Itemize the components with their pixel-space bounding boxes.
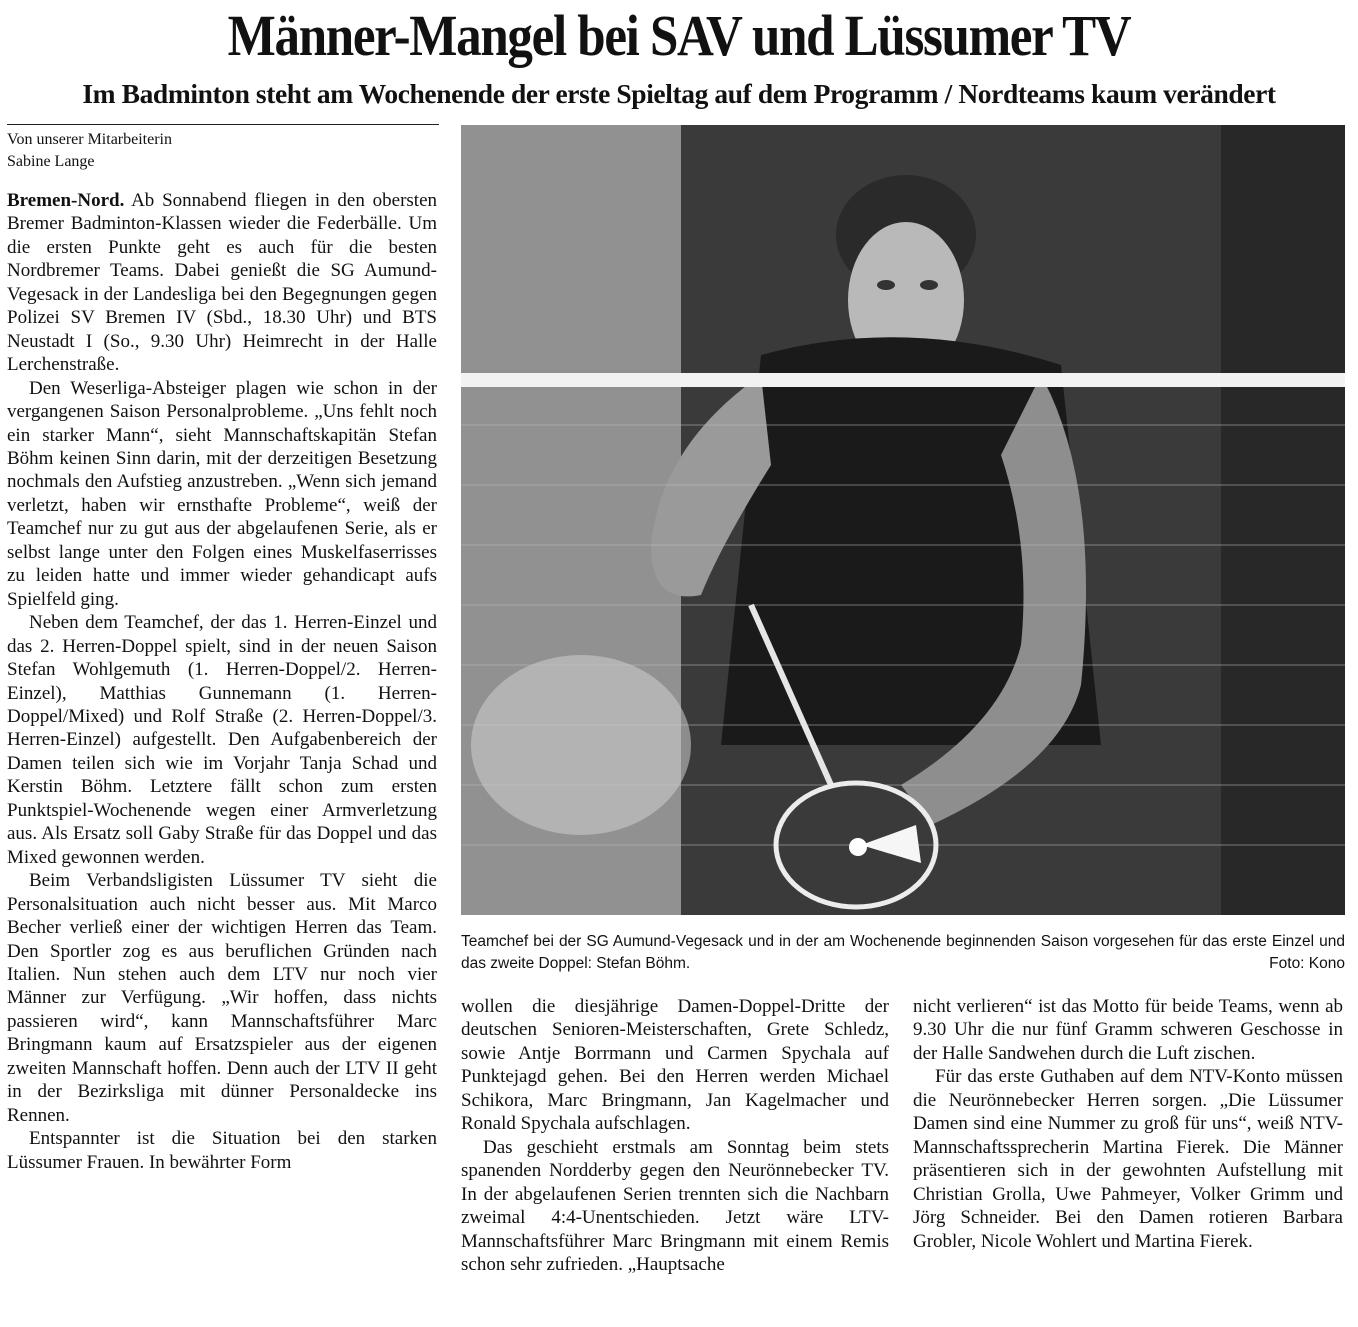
article-paragraph: Das geschieht erstmals am Sonntag beim stets spanenden Nordderby gegen den Neurönnebecker TV. In der abgelaufenen Serien trennten sich die Nachbarn zweimal 4:4-Unentschieden. Jetzt wäre LTV-Mannschaftsführer Marc Bringmann mit einem Remis schon sehr zufrieden. „Hauptsache	[461, 1136, 889, 1275]
subheadline: Im Badminton steht am Wochenende der erste Spieltag auf dem Programm / Nordteams kaum verändert	[82, 78, 1276, 109]
player-illustration	[461, 125, 1345, 915]
photo-caption	[461, 931, 1345, 975]
paragraph-text: Ab Sonnabend fliegen in den obersten Bremer Badminton-Klassen wieder die Federbälle. Um die ersten Punkte geht es auch für die besten Nordbremer Teams. Dabei genießt die SG Aumund-Vegesack in der Landesliga bei den Begegnungen gegen Polizei SV Bremen IV (Sbd., 18.30 Uhr) und BTS Neustadt I (So., 9.30 Uhr) Heimrecht in der Halle Lerchenstraße.	[7, 190, 437, 376]
article-column-2	[461, 995, 889, 1276]
photo-credit: Foto: Kono	[1269, 955, 1345, 972]
badminton-photo	[461, 125, 1345, 915]
article-paragraph	[7, 189, 437, 377]
headline: Männer-Mangel bei SAV und Lüssumer TV	[227, 3, 1131, 68]
article-paragraph: nicht verlieren“ ist das Motto für beide Teams, wenn ab 9.30 Uhr die nur fünf Gramm schweren Geschosse in der Halle Sandwehen durch die Luft zischen.	[913, 996, 1343, 1064]
article-column-1	[7, 189, 437, 1174]
caption-text: Teamchef bei der SG Aumund-Vegesack und in der am Wochenende beginnenden Saison vorgesehen für das erste Einzel und das zweite Doppel: Stefan Böhm.	[461, 933, 1345, 972]
article-column-3	[913, 995, 1343, 1253]
byline	[7, 124, 439, 173]
article-paragraph: wollen die diesjährige Damen-Doppel-Dritte der deutschen Senioren-Meisterschaften, Grete Schledz, sowie Antje Borrmann und Carmen Spychala auf Punktejagd gehen. Bei den Herren werden Michael Schikora, Marc Bringmann, Jan Kagelmacher und Ronald Spychala aufschlagen.	[461, 996, 889, 1135]
article-paragraph: Für das erste Guthaben auf dem NTV-Konto müssen die Neurönnebecker Herren sorgen. „Die Lüssumer Damen sind eine Nummer zu groß für uns“, weiß NTV-Mannschaftssprecherin Martina Fierek. Die Männer präsentieren sich in der gewohnten Aufstellung mit Christian Grolla, Uwe Pahmeyer, Volker Grimm und Jörg Schneider. Bei den Damen rotieren Barbara Grobler, Nicole Wohlert und Martina Fierek.	[913, 1066, 1343, 1252]
article-paragraph: Neben dem Teamchef, der das 1. Herren-Einzel und das 2. Herren-Doppel spielt, sind in der neuen Saison Stefan Wohlgemuth (1. Herren-Doppel/2. Herren-Einzel), Matthias Gunnemann (1. Herren-Doppel/Mixed) und Rolf Straße (2. Herren-Doppel/3. Herren-Einzel) aufgestellt. Den Aufgabenbereich der Damen teilen sich wie im Vorjahr Tanja Schad und Kerstin Böhm. Letztere fällt schon zum ersten Punktspiel-Wochenende wegen einer Armverletzung aus. Als Ersatz soll Gaby Straße für das Doppel und das Mixed gewonnen werden.	[7, 612, 437, 868]
byline-line1: Von unserer Mitarbeiterin	[7, 131, 172, 148]
article-paragraph: Den Weserliga-Absteiger plagen wie schon in der vergangenen Saison Personalprobleme. „Uns fehlt noch ein starker Mann“, sieht Mannschaftskapitän Stefan Böhm keinen Sinn darin, mit der derzeitigen Besetzung nochmals den Aufstieg anzustreben. „Wenn sich jemand verletzt, haben wir ernsthafte Probleme“, weiß der Teamchef nur zu gut aus der abgelaufenen Serie, als er selbst lange unter den Folgen eines Muskelfaserrisses zu leiden hatte und immer wieder gehandicapt aufs Spielfeld ging.	[7, 377, 437, 610]
article-paragraph: Entspannter ist die Situation bei den starken Lüssumer Frauen. In bewährter Form	[7, 1128, 437, 1173]
article-paragraph: Beim Verbandsligisten Lüssumer TV sieht die Personalsituation auch nicht besser aus. Mit Marco Becher verließ einer der wichtigen Herren das Team. Den Sportler zog es aus beruflichen Gründen nach Italien. Nun stehen auch dem LTV nur noch vier Männer zur Verfügung. „Wir hoffen, dass nichts passieren wird“, kann Mannschaftsführer Marc Bringmann kaum auf Ersatzspieler aus der eigenen zweiten Mannschaft hoffen. Denn auch der LTV II geht in der Bezirksliga mit dünner Personaldecke ins Rennen.	[7, 870, 437, 1126]
byline-author: Sabine Lange	[7, 153, 95, 170]
dateline: Bremen-Nord.	[7, 190, 125, 211]
